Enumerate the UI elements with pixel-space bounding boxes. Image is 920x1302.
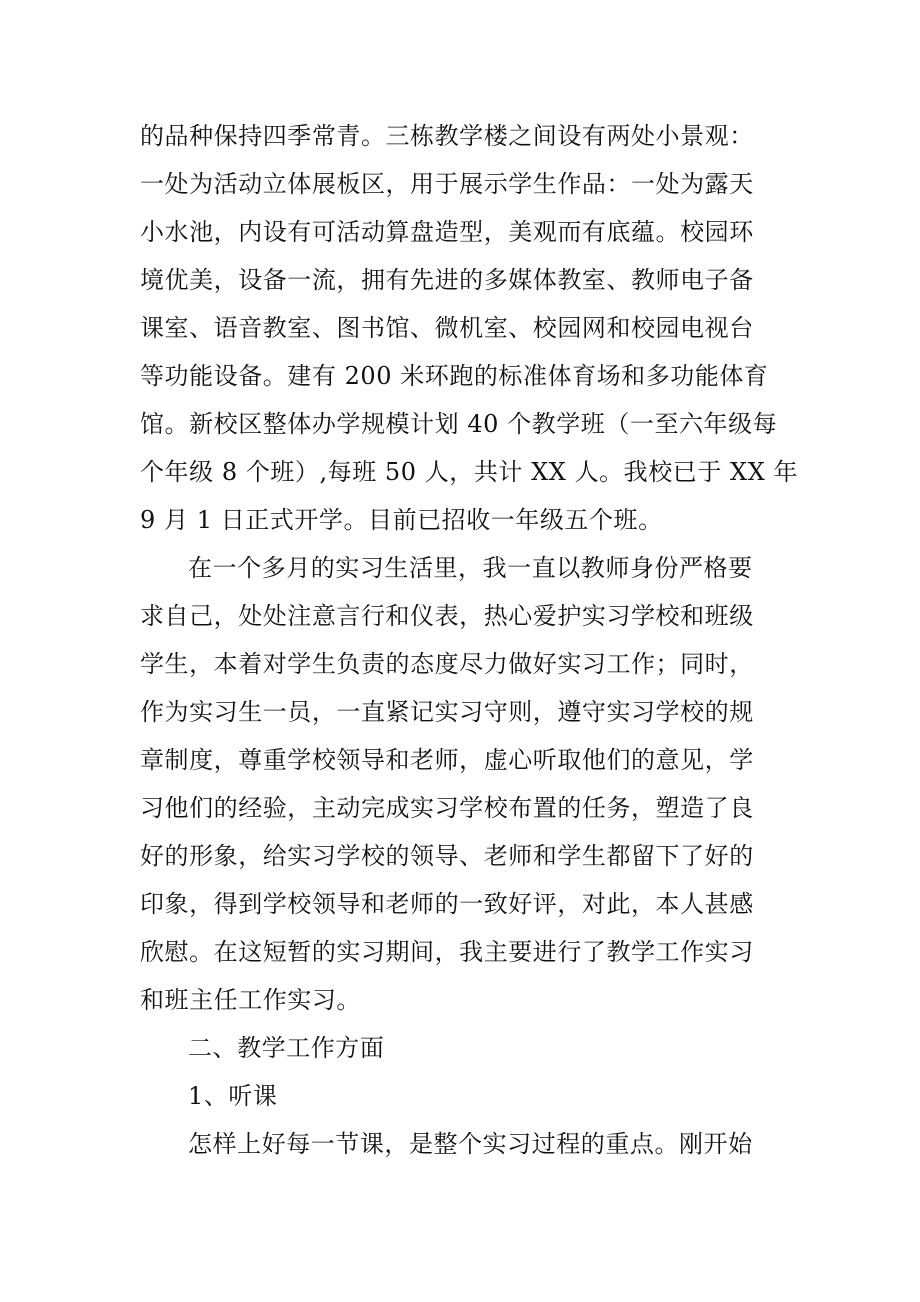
paragraph-2-line-3: 学生，本着对学生负责的态度尽力做好实习工作；同时， [140, 650, 754, 678]
paragraph-2-line-4: 作为实习生一员，一直紧记实习守则，遵守实习学校的规 [140, 698, 754, 726]
text-line-7: 馆。新校区整体办学规模计划 40 个教学班（一至六年级每 [140, 410, 778, 438]
paragraph-2-line-7: 好的形象，给实习学校的领导、老师和学生都留下了好的 [140, 842, 754, 870]
subsection-heading: 1、听课 [188, 1082, 278, 1110]
text-line-1: 的品种保持四季常青。三栋教学楼之间设有两处小景观： [140, 122, 754, 150]
text-line-5: 课室、语音教室、图书馆、微机室、校园网和校园电视台 [140, 314, 754, 342]
paragraph-3-line-1: 怎样上好每一节课，是整个实习过程的重点。刚开始 [188, 1130, 753, 1158]
text-line-6: 等功能设备。建有 200 米环跑的标准体育场和多功能体育 [140, 362, 769, 390]
paragraph-2-line-9: 欣慰。在这短暂的实习期间，我主要进行了教学工作实习 [140, 938, 754, 966]
paragraph-2-line-5: 章制度，尊重学校领导和老师，虚心听取他们的意见，学 [140, 746, 754, 774]
paragraph-2-line-10: 和班主任工作实习。 [140, 986, 361, 1014]
text-line-3: 小水池，内设有可活动算盘造型，美观而有底蕴。校园环 [140, 218, 754, 246]
section-heading: 二、教学工作方面 [188, 1034, 385, 1062]
paragraph-2-line-6: 习他们的经验，主动完成实习学校布置的任务，塑造了良 [140, 794, 754, 822]
paragraph-2-line-2: 求自己，处处注意言行和仪表，热心爱护实习学校和班级 [140, 602, 754, 630]
document-page [140, 112, 799, 1168]
text-line-2: 一处为活动立体展板区，用于展示学生作品：一处为露天 [140, 170, 754, 198]
paragraph-2-line-1: 在一个多月的实习生活里，我一直以教师身份严格要 [188, 554, 753, 582]
paragraph-2-line-8: 印象，得到学校领导和老师的一致好评，对此，本人甚感 [140, 890, 754, 918]
text-line-4: 境优美，设备一流，拥有先进的多媒体教室、教师电子备 [140, 266, 754, 294]
text-line-8: 个年级 8 个班）,每班 50 人，共计 XX 人。我校已于 XX 年 [140, 458, 799, 486]
text-line-9: 9 月 1 日正式开学。目前已招收一年级五个班。 [140, 506, 663, 534]
